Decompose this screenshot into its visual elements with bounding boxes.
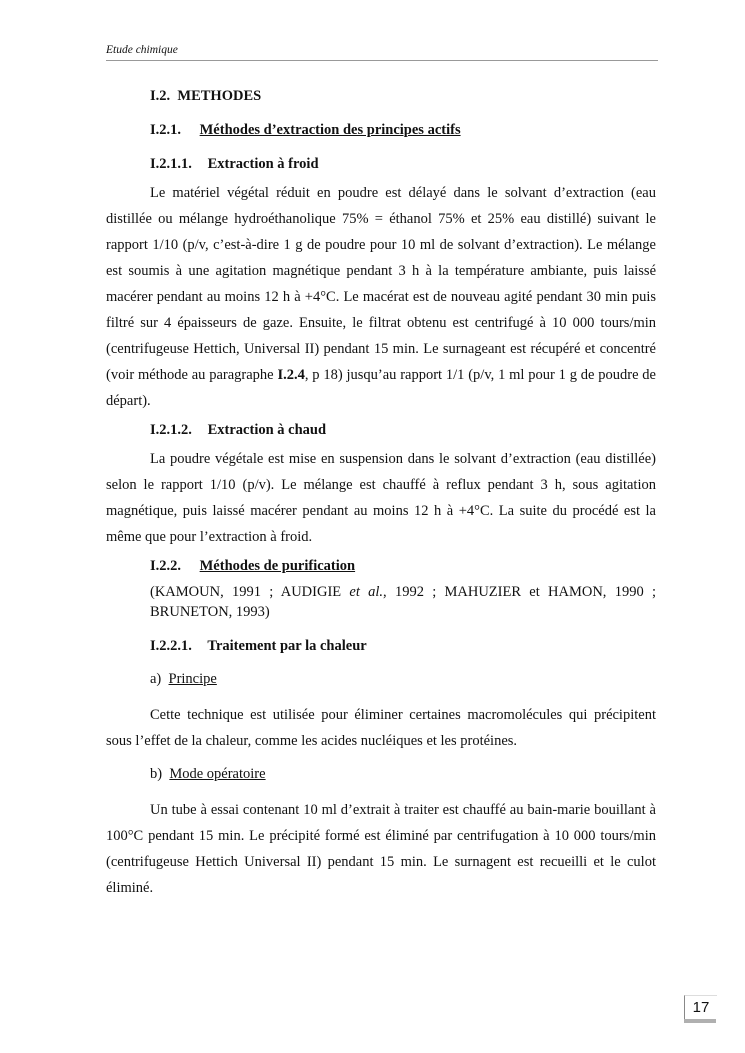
section-number: I.2. xyxy=(150,88,171,104)
subsection-number: I.2.1. xyxy=(150,122,182,138)
subsubsection-heading-cold xyxy=(106,154,656,174)
subsubsection-heading-hot xyxy=(106,420,656,440)
document-body xyxy=(106,86,656,901)
paragraph-procedure: Un tube à essai contenant 10 ml d’extrait à traiter est chauffé au bain-marie bouillant à 100°C pendant 15 min. Le précipité formé est éliminé par centrifugation à 10 000 tours/min (centrifugeuse Hettich Universal II) pendant 15 min. Le surnagent est recueilli et le culot éliminé. xyxy=(106,802,656,896)
page-number-bar xyxy=(684,1019,716,1023)
item-heading-procedure xyxy=(106,764,656,784)
header-rule xyxy=(106,60,658,61)
citation-text-continued: , 1992 ; MAHUZIER et HAMON, 1990 ; BRUNETON, 1993) xyxy=(150,584,656,620)
paragraph-text-continued: , p 18) jusqu’au rapport 1/1 (p/v, 1 ml pour 1 g de poudre de départ). xyxy=(106,367,656,409)
item-title: Mode opératoire xyxy=(169,766,266,782)
section-title: METHODES xyxy=(177,88,262,104)
subsection-heading-purification xyxy=(106,556,656,576)
paragraph-hot-extraction: La poudre végétale est mise en suspension dans le solvant d’extraction (eau distillée) selon le rapport 1/10 (p/v). Le mélange est chauffé à reflux pendant 3 h, sous agitation magnétique, puis laissé macérer pendant au moins 12 h à +4°C. La suite du procédé est la même que pour l’extraction à froid. xyxy=(106,451,656,545)
references-citation xyxy=(106,582,656,622)
paragraph-text: Le matériel végétal réduit en poudre est délayé dans le solvant d’extraction (eau distillée ou mélange hydroéthanolique 75% = éthanol 75% et 25% eau distillé) suivant le rapport 1/10 (p/v, c’est-à-dire 1 g de poudre pour 10 ml de solvant d’extraction). Le mélange est soumis à une agitation magnétique pendant 3 h à la température ambiante, puis laissé macérer pendant au moins 12 h à +4°C. Le macérat est de nouveau agité pendant 30 min puis filtré sur 4 épaisseurs de gaze. Ensuite, le filtrat obtenu est centrifugé à 10 000 tours/min (centrifugeuse Hettich, Universal II) pendant 15 min. Le surnageant est récupéré et concentré (voir méthode au paragraphe xyxy=(106,185,656,383)
page-number: 17 xyxy=(684,995,717,1020)
subsubsection-title: Extraction à chaud xyxy=(207,422,327,438)
subsubsection-number: I.2.1.2. xyxy=(150,422,192,438)
subsection-number: I.2.2. xyxy=(150,558,182,574)
subsection-heading-extraction xyxy=(106,120,656,140)
subsection-title: Méthodes de purification xyxy=(199,558,356,574)
subsubsection-title: Traitement par la chaleur xyxy=(207,638,367,654)
item-title: Principe xyxy=(168,671,217,687)
paragraph-ref-bold: I.2.4 xyxy=(277,367,305,383)
section-heading-methodes xyxy=(106,86,656,106)
citation-italic: et al. xyxy=(349,584,384,600)
subsubsection-heading-heat xyxy=(106,636,656,656)
item-label: b) xyxy=(150,766,163,782)
subsubsection-title: Extraction à froid xyxy=(207,156,319,172)
subsection-title: Méthodes d’extraction des principes actifs xyxy=(199,122,461,138)
running-header: Etude chimique xyxy=(106,44,178,56)
paragraph-cold-extraction xyxy=(106,180,656,414)
subsubsection-number: I.2.1.1. xyxy=(150,156,192,172)
subsubsection-number: I.2.2.1. xyxy=(150,638,192,654)
citation-text: (KAMOUN, 1991 ; AUDIGIE xyxy=(150,584,350,600)
paragraph-principle: Cette technique est utilisée pour éliminer certaines macromolécules qui précipitent sous l’effet de la chaleur, comme les acides nucléiques et les protéines. xyxy=(106,707,656,749)
item-label: a) xyxy=(150,671,162,687)
item-heading-principle xyxy=(106,669,656,689)
